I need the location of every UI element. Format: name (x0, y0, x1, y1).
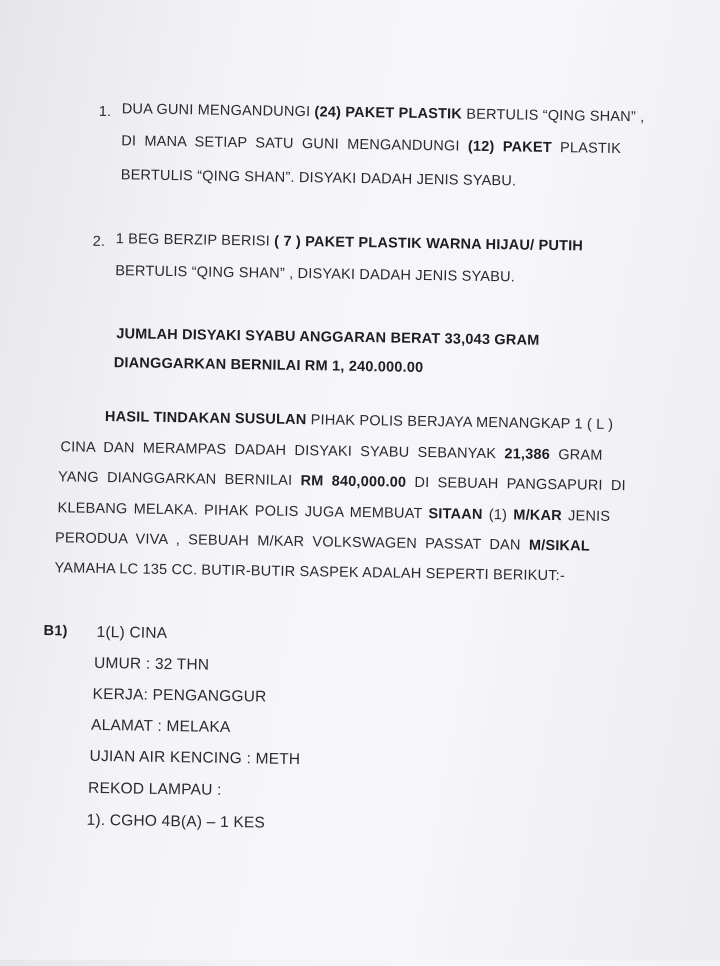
followup-line-3: YANG DIANGGARKAN BERNILAI RM 840,000.00 DI SEBUAH PANGSAPURI DI (57, 469, 626, 495)
item-1-number: 1. (98, 103, 112, 121)
suspect-record-heading: REKOD LAMPAU : (87, 779, 222, 799)
item-1-line-1: DUA GUNI MENGANDUNGI (24) PAKET PLASTIK BERTULIS “QING SHAN” , (121, 101, 645, 126)
summary-weight: JUMLAH DISYAKI SYABU ANGGARAN BERAT 33,043 GRAM (116, 326, 540, 349)
item-1-line-2: DI MANA SETIAP SATU GUNI MENGANDUNGI (12) PAKET PLASTIK (121, 133, 622, 158)
suspect-record-1: 1). CGHO 4B(A) – 1 KES (86, 811, 266, 832)
suspect-urine-test: UJIAN AIR KENCING : METH (89, 747, 301, 769)
followup-line-1: HASIL TINDAKAN SUSULAN PIHAK POLIS BERJAYA MENANGKAP 1 ( L ) (104, 408, 614, 433)
suspect-job: KERJA: PENGANGGUR (92, 685, 267, 706)
item-1-line-3: BERTULIS “QING SHAN”. DISYAKI DADAH JENIS SYABU. (120, 167, 517, 190)
suspect-name: 1(L) CINA (96, 623, 168, 642)
item-2-line-2: BERTULIS “QING SHAN” , DISYAKI DADAH JENIS SYABU. (115, 263, 516, 286)
summary-value: DIANGGARKAN BERNILAI RM 1, 240.000.00 (113, 355, 424, 376)
followup-line-4: KLEBANG MELAKA. PIHAK POLIS JUGA MEMBUAT SITAAN (1) M/KAR JENIS (57, 500, 611, 525)
suspect-label: B1) (43, 623, 68, 640)
suspect-age: UMUR : 32 THN (93, 654, 210, 674)
item-2-line-1: 1 BEG BERZIP BERISI ( 7 ) PAKET PLASTIK WARNA HIJAU/ PUTIH (115, 231, 584, 255)
followup-line-5: PERODUA VIVA , SEBUAH M/KAR VOLKSWAGEN PASSAT DAN M/SIKAL (54, 530, 591, 555)
followup-line-2: CINA DAN MERAMPAS DADAH DISYAKI SYABU SEBANYAK 21,386 GRAM (60, 439, 603, 464)
suspect-address: ALAMAT : MELAKA (90, 716, 231, 736)
followup-line-6: YAMAHA LC 135 CC. BUTIR-BUTIR SASPEK ADALAH SEPERTI BERIKUT:- (54, 560, 566, 585)
item-2-number: 2. (92, 233, 106, 250)
